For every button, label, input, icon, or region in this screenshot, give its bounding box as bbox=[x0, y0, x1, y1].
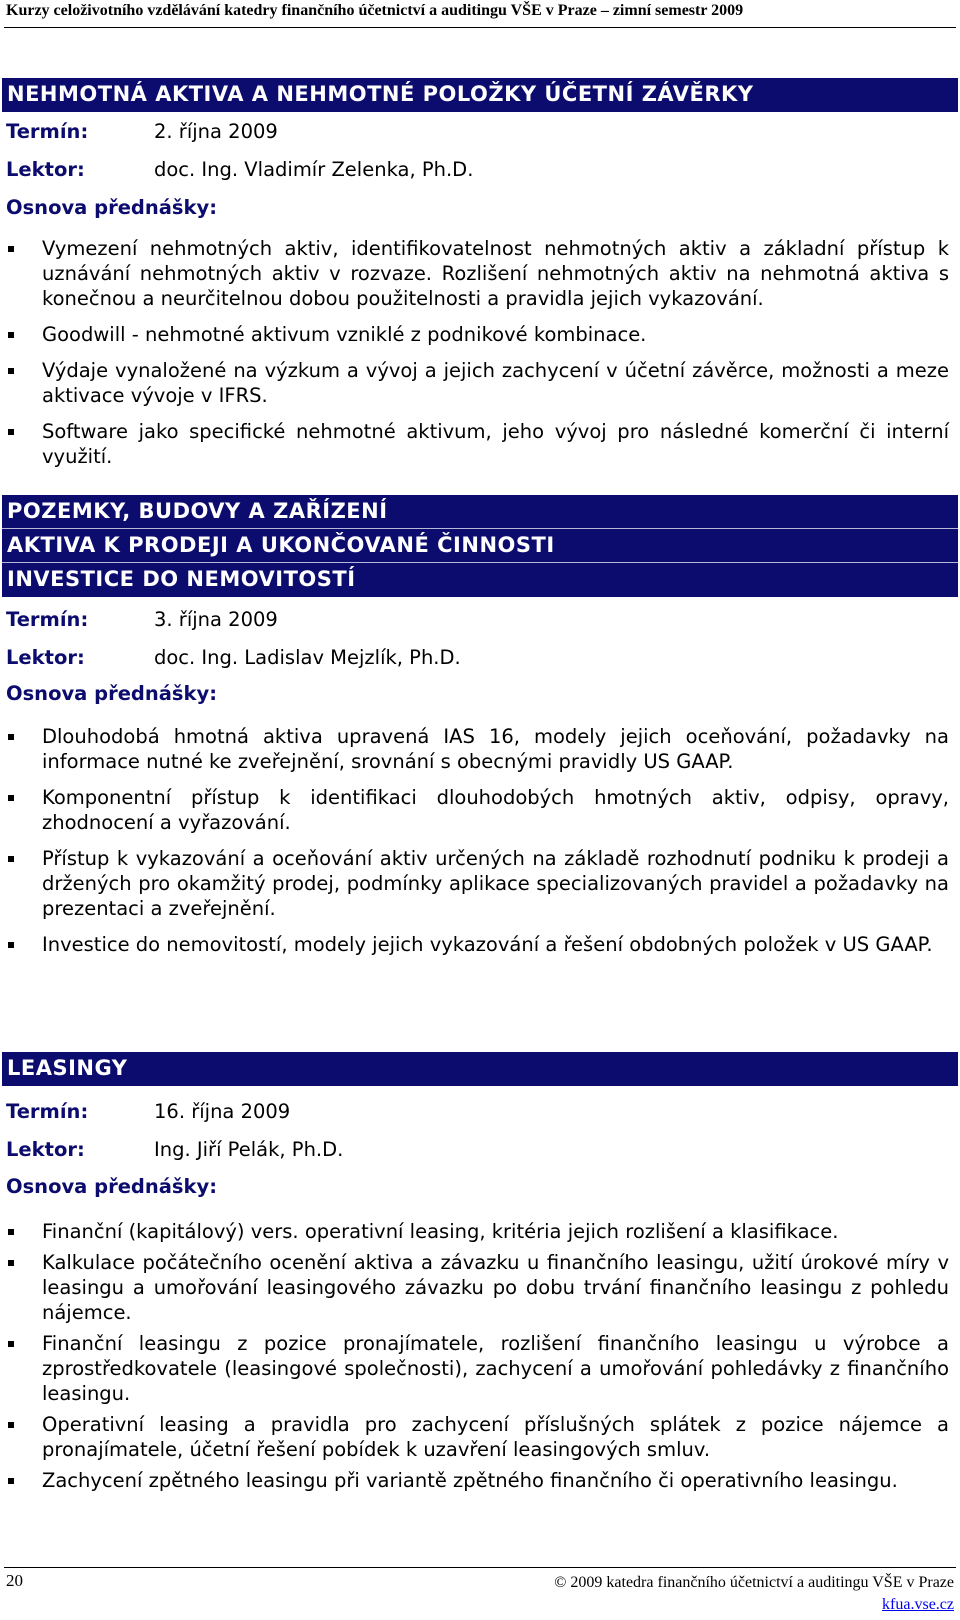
list-item: Dlouhodobá hmotná aktiva upravená IAS 16, modely jejich oceňování, požadavky na informace nutné ke zveřejnění, srovnání s obecnými pravidly US GAAP. bbox=[0, 724, 955, 774]
outline-list bbox=[0, 236, 955, 469]
term-label: Termín: bbox=[6, 120, 89, 143]
term-value: 2. října 2009 bbox=[154, 120, 278, 143]
term-label: Termín: bbox=[6, 1100, 89, 1123]
page-header: Kurzy celoživotního vzdělávání katedry finančního účetnictví a auditingu VŠE v Praze – zimní semestr 2009 bbox=[6, 2, 744, 19]
list-item: Operativní leasing a pravidla pro zachycení příslušných splátek z pozice nájemce a pronajímatele, účetní řešení pobídek k uzavření leasingových smluv. bbox=[0, 1412, 955, 1462]
term-value: 16. října 2009 bbox=[154, 1100, 291, 1123]
list-item: Komponentní přístup k identifikaci dlouhodobých hmotných aktiv, odpisy, opravy, zhodnocení a vyřazování. bbox=[0, 785, 955, 835]
lecturer-label: Lektor: bbox=[6, 646, 85, 669]
page-number: 20 bbox=[6, 1571, 23, 1590]
outline-list bbox=[0, 724, 955, 957]
section-title-intangible-assets: NEHMOTNÁ AKTIVA A NEHMOTNÉ POLOŽKY ÚČETNÍ ZÁVĚRKY bbox=[2, 78, 958, 112]
footer-website-link[interactable]: kfua.vse.cz bbox=[882, 1596, 954, 1613]
outline-label: Osnova přednášky: bbox=[6, 682, 218, 705]
term-row bbox=[6, 120, 278, 143]
outline-label: Osnova přednášky: bbox=[6, 196, 218, 219]
list-item: Goodwill - nehmotné aktivum vzniklé z podnikové kombinace. bbox=[0, 322, 955, 347]
term-value: 3. října 2009 bbox=[154, 608, 278, 631]
footer-copyright: © 2009 katedra finančního účetnictví a auditingu VŠE v Praze bbox=[554, 1574, 954, 1591]
section-title-property-plant: POZEMKY, BUDOVY A ZAŘÍZENÍ bbox=[2, 495, 958, 529]
lecturer-label: Lektor: bbox=[6, 158, 85, 181]
list-item: Software jako specifické nehmotné aktivum, jeho vývoj pro následné komerční či interní využití. bbox=[0, 419, 955, 469]
lecturer-row bbox=[6, 646, 461, 669]
outline-label: Osnova přednášky: bbox=[6, 1175, 218, 1198]
footer-rule bbox=[4, 1567, 956, 1568]
section-title-investment-property: INVESTICE DO NEMOVITOSTÍ bbox=[2, 563, 958, 597]
list-item: Finanční (kapitálový) vers. operativní leasing, kritéria jejich rozlišení a klasifikace. bbox=[0, 1219, 955, 1244]
section-title-assets-for-sale: AKTIVA K PRODEJI A UKONČOVANÉ ČINNOSTI bbox=[2, 529, 958, 563]
list-item: Výdaje vynaložené na výzkum a vývoj a jejich zachycení v účetní závěrce, možnosti a meze aktivace vývoje v IFRS. bbox=[0, 358, 955, 408]
lecturer-value: doc. Ing. Ladislav Mejzlík, Ph.D. bbox=[154, 646, 461, 669]
section-title-leasing: LEASINGY bbox=[2, 1052, 958, 1086]
list-item: Přístup k vykazování a oceňování aktiv určených na základě rozhodnutí podniku k prodeji a držených pro okamžitý prodej, podmínky aplikace specializovaných pravidel a požadavky na prezentaci a zveřejnění. bbox=[0, 846, 955, 921]
list-item: Vymezení nehmotných aktiv, identifikovatelnost nehmotných aktiv a základní přístup k uznávání nehmotných aktiv v rozvaze. Rozlišení nehmotných aktiv na nehmotná aktiva s konečnou a neurčitelnou dobou použitelnosti a pravidla jejich vykazování. bbox=[0, 236, 955, 311]
lecturer-row bbox=[6, 158, 473, 181]
list-item: Finanční leasingu z pozice pronajímatele, rozlišení finančního leasingu u výrobce a zprostředkovatele (leasingové společnosti), zachycení a umořování pohledávky z finančního leasingu. bbox=[0, 1331, 955, 1406]
list-item: Zachycení zpětného leasingu při variantě zpětného finančního či operativního leasingu. bbox=[0, 1468, 955, 1493]
lecturer-value: Ing. Jiří Pelák, Ph.D. bbox=[154, 1138, 344, 1161]
header-rule bbox=[4, 27, 956, 28]
lecturer-value: doc. Ing. Vladimír Zelenka, Ph.D. bbox=[154, 158, 474, 181]
list-item: Investice do nemovitostí, modely jejich vykazování a řešení obdobných položek v US GAAP. bbox=[0, 932, 955, 957]
lecturer-label: Lektor: bbox=[6, 1138, 85, 1161]
term-row bbox=[6, 1100, 290, 1123]
term-row bbox=[6, 608, 278, 631]
term-label: Termín: bbox=[6, 608, 89, 631]
lecturer-row bbox=[6, 1138, 343, 1161]
outline-list bbox=[0, 1219, 955, 1493]
list-item: Kalkulace počátečního ocenění aktiva a závazku u finančního leasingu, užití úrokové míry v leasingu a umořování leasingového závazku po dobu trvání finančního leasingu z pohledu nájemce. bbox=[0, 1250, 955, 1325]
